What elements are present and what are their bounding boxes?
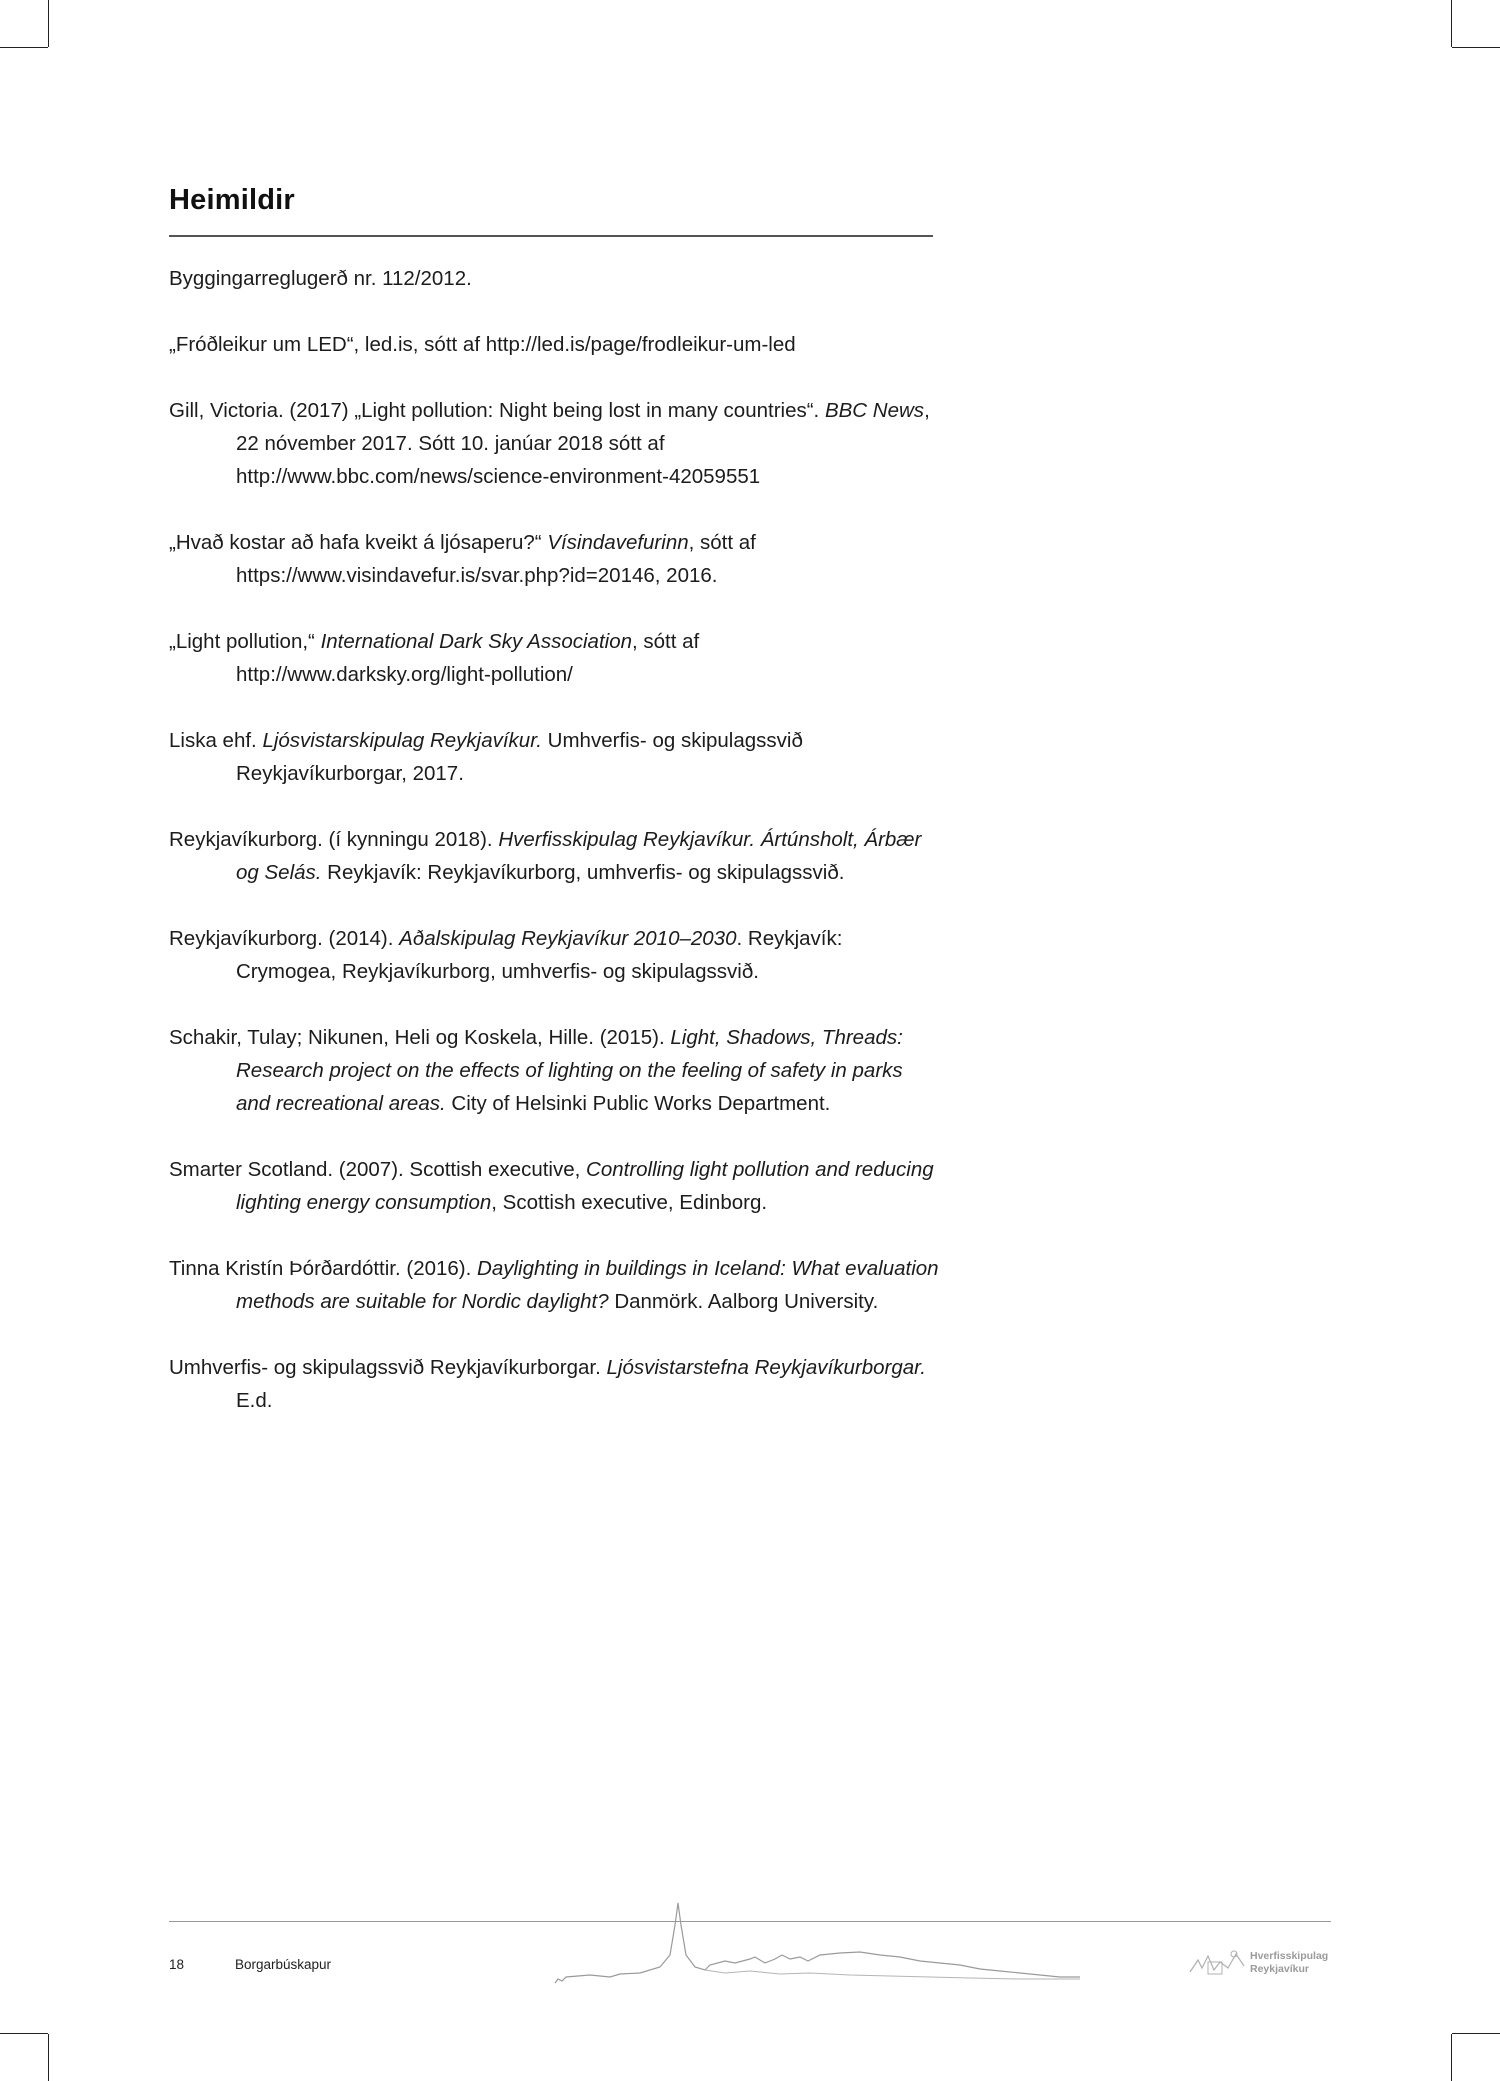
reference-title: Ljósvistarstefna Reykjavíkurborgar. xyxy=(606,1356,926,1379)
reference-entry xyxy=(169,526,941,592)
reference-text: Umhverfis- og skipulagssvið Reykjavíkurborgar. xyxy=(169,1356,607,1379)
reference-text: . Reykjavík: Crymogea, Reykjavíkurborg, umhverfis- og skipulagssvið. xyxy=(236,927,843,983)
hverfisskipulag-logo xyxy=(1188,1946,1338,1982)
reference-entry xyxy=(169,823,941,889)
reference-text: Byggingarreglugerð nr. 112/2012. xyxy=(169,267,472,290)
reference-title: Light, Shadows, Threads: Research project on the effects of lighting on the feeling of safety in parks and recreational areas. xyxy=(236,1026,903,1115)
reference-text: Liska ehf. xyxy=(169,729,263,752)
reference-text: , Scottish executive, Edinborg. xyxy=(491,1191,768,1214)
crop-mark-tr-v xyxy=(1451,0,1452,47)
reference-entry xyxy=(169,1153,941,1219)
footer-title: Borgarbúskapur xyxy=(235,1957,332,1972)
crop-mark-bl-h xyxy=(0,2033,48,2034)
reference-entry xyxy=(169,625,941,691)
reference-title: Ljósvistarskipulag Reykjavíkur. xyxy=(262,729,542,752)
reference-text: City of Helsinki Public Works Department. xyxy=(445,1092,831,1115)
reference-title: Controlling light pollution and reducing lighting energy consumption xyxy=(236,1158,934,1214)
reference-entry xyxy=(169,724,941,790)
reference-text: Tinna Kristín Þórðardóttir. (2016). xyxy=(169,1257,478,1280)
reference-title: Daylighting in buildings in Iceland: What evaluation methods are suitable for Nordic daylight? xyxy=(236,1257,939,1313)
reference-text: , sótt af https://www.visindavefur.is/svar.php?id=20146, 2016. xyxy=(236,531,756,587)
logo-line-1: Hverfisskipulag xyxy=(1250,1950,1329,1962)
reference-entry xyxy=(169,1252,941,1318)
reference-text: „Light pollution,“ xyxy=(169,630,321,653)
reference-text: Smarter Scotland. (2007). Scottish executive, xyxy=(169,1158,587,1181)
logo-line-2: Reykjavíkur xyxy=(1250,1963,1309,1975)
reference-text: , 22 nóvember 2017. Sótt 10. janúar 2018 sótt af http://www.bbc.com/news/science-environment-42059551 xyxy=(236,399,930,488)
reference-text: , sótt af http://www.darksky.org/light-pollution/ xyxy=(236,630,700,686)
reference-title: Hverfisskipulag Reykjavíkur. Ártúnsholt, Árbær og Selás. xyxy=(236,828,922,884)
heading-rule xyxy=(169,235,933,237)
page-heading: Heimildir xyxy=(169,184,295,216)
reference-list xyxy=(169,262,941,1450)
reference-text: Reykjavíkurborg. (2014). xyxy=(169,927,400,950)
reference-text: Schakir, Tulay; Nikunen, Heli og Koskela, Hille. (2015). xyxy=(169,1026,671,1049)
reference-text: „Hvað kostar að hafa kveikt á ljósaperu?“ xyxy=(169,531,548,554)
crop-mark-tr-h xyxy=(1452,47,1500,48)
reference-title: Aðalskipulag Reykjavíkur 2010–2030 xyxy=(399,927,737,950)
reference-title: Vísindavefurinn xyxy=(547,531,689,554)
reference-entry xyxy=(169,262,941,295)
reference-title: International Dark Sky Association xyxy=(320,630,633,653)
reference-entry xyxy=(169,922,941,988)
crop-mark-tl-h xyxy=(0,47,48,48)
reference-entry xyxy=(169,328,941,361)
reference-text: Reykjavíkurborg. (í kynningu 2018). xyxy=(169,828,499,851)
crop-mark-br-v xyxy=(1451,2034,1452,2081)
reference-text: E.d. xyxy=(236,1389,273,1412)
skyline-illustration xyxy=(550,1895,1130,1995)
reference-entry xyxy=(169,394,941,493)
page-number: 18 xyxy=(169,1957,185,1972)
logo-mark-icon xyxy=(1188,1946,1246,1980)
reference-entry xyxy=(169,1021,941,1120)
crop-mark-tl-v xyxy=(48,0,49,47)
crop-mark-bl-v xyxy=(48,2034,49,2081)
crop-mark-br-h xyxy=(1452,2033,1500,2034)
reference-title: BBC News xyxy=(824,399,925,422)
reference-text: Gill, Victoria. (2017) „Light pollution: Night being lost in many countries“. xyxy=(169,399,825,422)
reference-text: Reykjavík: Reykjavíkurborg, umhverfis- og skipulagssvið. xyxy=(321,861,845,884)
reference-text: Danmörk. Aalborg University. xyxy=(608,1290,879,1313)
reference-entry xyxy=(169,1351,941,1417)
reference-text: Umhverfis- og skipulagssvið Reykjavíkurborgar, 2017. xyxy=(236,729,803,785)
reference-text: „Fróðleikur um LED“, led.is, sótt af http://led.is/page/frodleikur-um-led xyxy=(169,333,796,356)
